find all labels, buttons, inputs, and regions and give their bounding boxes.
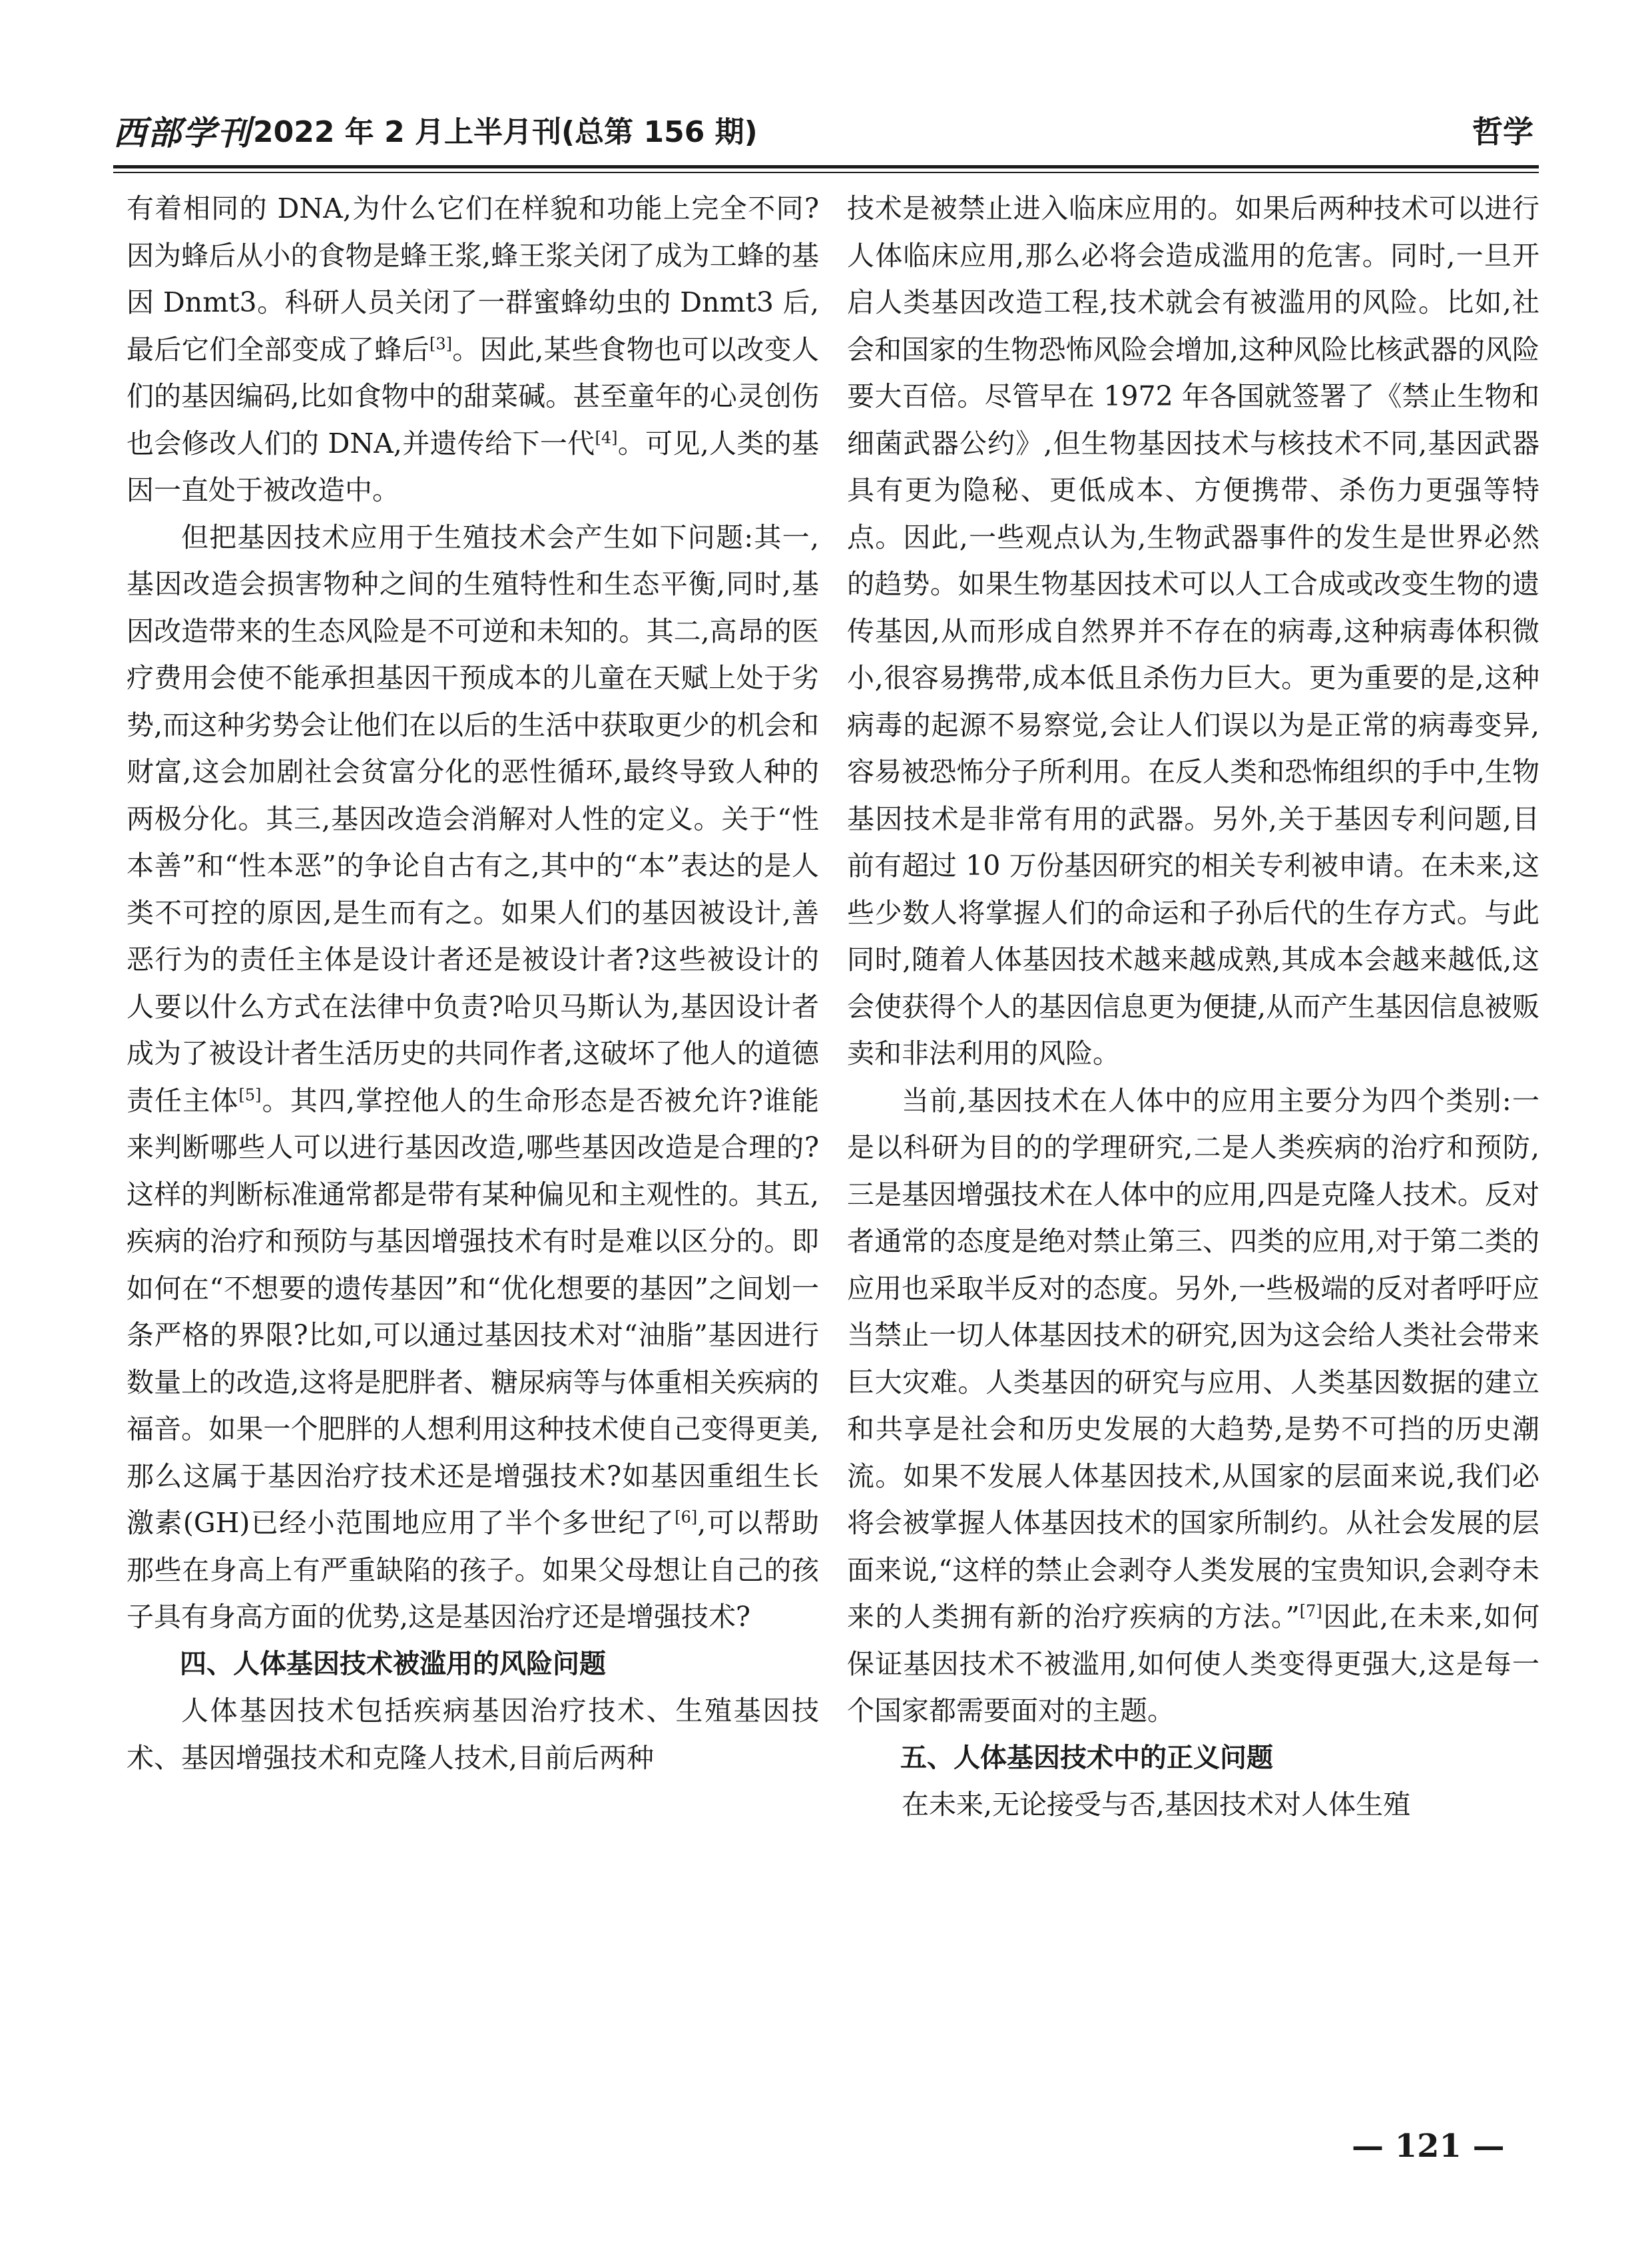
journal-name: 西部学刊: [113, 113, 252, 152]
header-rule-thick: [113, 165, 1539, 168]
section-name: 哲学: [1472, 114, 1533, 150]
left-column: [127, 185, 819, 2096]
page-number: — 121 —: [1352, 2127, 1505, 2165]
section-heading: 五、人体基因技术中的正义问题: [900, 1742, 1273, 1773]
paragraph: 在未来,无论接受与否,基因技术对人体生殖: [902, 1789, 1411, 1821]
paragraph: 技术是被禁止进入临床应用的。如果后两种技术可以进行人体临床应用,那么必将会造成滥用的危害。同时,一旦开启人类基因改造工程,技术就会有被滥用的风险。比如,社会和国家的生物恐怖风险会增加,这种风险比核武器的风险要大百倍。尽管早在 1972 年各国就签署了《禁止生物和细菌武器公约》,但生物基因技术与核技术不同,基因武器具有更为隐秘、更低成本、方便携带、杀伤力更强等特点。因此,一些观点认为,生物武器事件的发生是世界必然的趋势。如果生物基因技术可以人工合成或改变生物的遗传基因,从而形成自然界并不存在的病毒,这种病毒体积微小,很容易携带,成本低且杀伤力巨大。更为重要的是,这种病毒的起源不易察觉,会让人们误以为是正常的病毒变异,容易被恐怖分子所利用。在反人类和恐怖组织的手中,生物基因技术是非常有用的武器。另外,关于基因专利问题,目前有超过 10 万份基因研究的相关专利被申请。在未来,这些少数人将掌握人们的命运和子孙后代的生存方式。与此同时,随着人体基因技术越来越成熟,其成本会越来越低,这会使获得个人的基因信息更为便捷,从而产生基因信息被贩卖和非法利用的风险。: [847, 192, 1539, 1069]
paragraph: 有着相同的 DNA,为什么它们在样貌和功能上完全不同?因为蜂后从小的食物是蜂王浆,蜂王浆关闭了成为工蜂的基因 Dnmt3。科研人员关闭了一群蜜蜂幼虫的 Dnmt3 后,最后它们全部变成了蜂后[3]。因此,某些食物也可以改变人们的基因编码,比如食物中的甜菜碱。甚至童年的心灵创伤也会修改人们的 DNA,并遗传给下一代[4]。可见,人类的基因一直处于被改造中。: [127, 192, 819, 506]
issue-info: 2022 年 2 月上半月刊(总第 156 期): [253, 115, 758, 149]
citation: [3]: [429, 334, 452, 353]
running-header: [113, 100, 1539, 160]
citation: [4]: [595, 427, 618, 447]
paragraph: 人体基因技术包括疾病基因治疗技术、生殖基因技术、基因增强技术和克隆人技术,目前后两种: [127, 1695, 819, 1774]
paragraph: 但把基因技术应用于生殖技术会产生如下问题:其一,基因改造会损害物种之间的生殖特性和生态平衡,同时,基因改造带来的生态风险是不可逆和未知的。其二,高昂的医疗费用会使不能承担基因干预成本的儿童在天赋上处于劣势,而这种劣势会让他们在以后的生活中获取更少的机会和财富,这会加剧社会贫富分化的恶性循环,最终导致人种的两极分化。其三,基因改造会消解对人性的定义。关于“性本善”和“性本恶”的争论自古有之,其中的“本”表达的是人类不可控的原因,是生而有之。如果人们的基因被设计,善恶行为的责任主体是设计者还是被设计者?这些被设计的人要以什么方式在法律中负责?哈贝马斯认为,基因设计者成为了被设计者生活历史的共同作者,这破坏了他人的道德责任主体[5]。其四,掌控他人的生命形态是否被允许?谁能来判断哪些人可以进行基因改造,哪些基因改造是合理的?这样的判断标准通常都是带有某种偏见和主观性的。其五,疾病的治疗和预防与基因增强技术有时是难以区分的。即如何在“不想要的遗传基因”和“优化想要的基因”之间划一条严格的界限?比如,可以通过基因技术对“油脂”基因进行数量上的改造,这将是肥胖者、糖尿病等与体重相关疾病的福音。如果一个肥胖的人想利用这种技术使自己变得更美,那么这属于基因治疗技术还是增强技术?如基因重组生长激素(GH)已经小范围地应用了半个多世纪了[6],可以帮助那些在身高上有严重缺陷的孩子。如果父母想让自己的孩子具有身高方面的优势,这是基因治疗还是增强技术?: [127, 521, 819, 1633]
citation: [6]: [675, 1508, 698, 1527]
citation: [7]: [1299, 1601, 1322, 1621]
right-column: [847, 185, 1539, 2096]
section-heading: 四、人体基因技术被滥用的风险问题: [180, 1648, 606, 1679]
header-rule-thin: [113, 172, 1539, 173]
citation: [5]: [238, 1085, 262, 1104]
paragraph: 当前,基因技术在人体中的应用主要分为四个类别:一是以科研为目的的学理研究,二是人类疾病的治疗和预防,三是基因增强技术在人体中的应用,四是克隆人技术。反对者通常的态度是绝对禁止第三、四类的应用,对于第二类的应用也采取半反对的态度。另外,一些极端的反对者呼吁应当禁止一切人体基因技术的研究,因为这会给人类社会带来巨大灾难。人类基因的研究与应用、人类基因数据的建立和共享是社会和历史发展的大趋势,是势不可挡的历史潮流。如果不发展人体基因技术,从国家的层面来说,我们必将会被掌握人体基因技术的国家所制约。从社会发展的层面来说,“这样的禁止会剥夺人类发展的宝贵知识,会剥夺未来的人类拥有新的治疗疾病的方法。”[7]因此,在未来,如何保证基因技术不被滥用,如何使人类变得更强大,这是每一个国家都需要面对的主题。: [847, 1084, 1539, 1727]
